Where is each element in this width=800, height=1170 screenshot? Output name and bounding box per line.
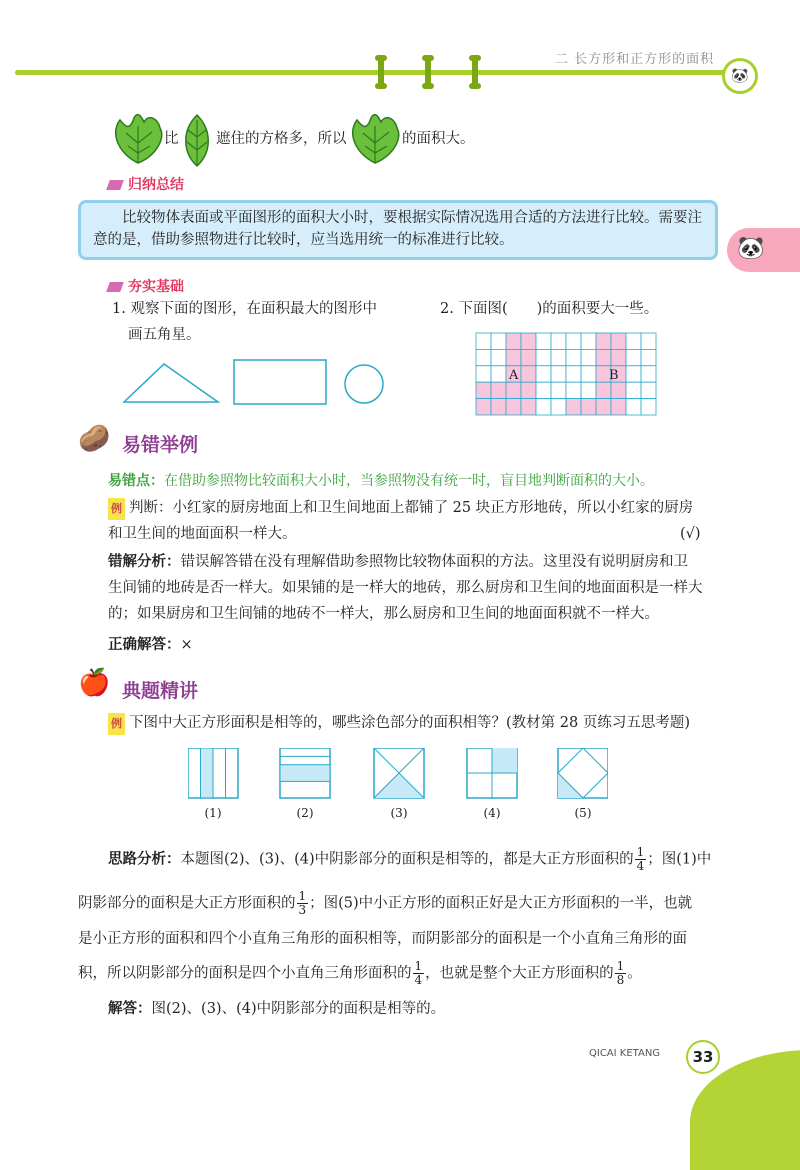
chapter-title: 二 长方形和正方形的面积: [555, 52, 715, 67]
grid-cell: [521, 349, 536, 365]
grid-cell: [581, 382, 596, 398]
grid-cell: [476, 349, 491, 365]
grid-cell: [581, 399, 596, 415]
figure-4: [467, 748, 517, 798]
fraction-one-eighth: $\frac{1}{8}$: [616, 959, 625, 987]
mistakes-heading: 易错举例: [122, 434, 199, 456]
rectangle-shape: [234, 360, 326, 404]
grid-cell: [641, 349, 656, 365]
grid-cell: [611, 333, 626, 349]
grid-cell: [641, 333, 656, 349]
summary-text: 比较物体表面或平面图形的面积大小时，要根据实际情况选用合适的方法进行比较。需要注意的是，借助参照物进行比较时，应当选用统一的标准进行比较。: [93, 210, 702, 248]
figure-5: [558, 748, 608, 798]
grid-cell: [506, 382, 521, 398]
grid-cell: [536, 349, 551, 365]
circle-shape: [345, 365, 383, 403]
fraction-one-third: $\frac{1}{3}$: [298, 889, 307, 917]
figure-2: [280, 748, 330, 798]
grid-cell: [506, 349, 521, 365]
judge-mark: (√): [680, 526, 701, 542]
grid-cell: [641, 382, 656, 398]
grid-cell: [611, 382, 626, 398]
grid-cell: [506, 333, 521, 349]
intro-text-1: 比: [164, 131, 179, 147]
grid-cell: [491, 333, 506, 349]
grid-cell: [626, 366, 641, 382]
grid-cell: [491, 399, 506, 415]
grid-cell: [566, 399, 581, 415]
summary-box: [78, 200, 718, 260]
figure-label: (1): [204, 806, 222, 820]
analysis-line-2: 生间铺的地砖是否一样大。如果铺的是一样大的地砖，那么厨房和卫生间的地面面积是一样大: [108, 580, 703, 596]
grid-cell: [491, 366, 506, 382]
grid-cell: [626, 333, 641, 349]
leaf-icon: [178, 112, 216, 168]
question-2: 2. 下面图( )的面积要大一些。: [440, 301, 659, 317]
grid-cell: [521, 382, 536, 398]
summary-heading: 归纳总结: [108, 174, 184, 194]
grid-cell: [536, 366, 551, 382]
binder-pin: [472, 55, 478, 89]
question-1: 1. 观察下面的图形，在面积最大的图形中: [112, 301, 377, 317]
footer-brand: QICAI KETANG: [589, 1048, 661, 1059]
mascot-icon: 🍎: [78, 668, 111, 698]
analysis-para-2: 阴影部分的面积是大正方形面积的 $\frac{1}{3}$ ；图(5)中小正方形的面积正好是大正方形面积的一半，也就: [78, 889, 693, 917]
example-tag: 例: [108, 498, 125, 520]
grid-cell: [626, 382, 641, 398]
binder-pin: [378, 55, 384, 89]
intro-text-3: 的面积大。: [402, 131, 475, 147]
typical-answer: 解答：图(2)、(3)、(4)中阴影部分的面积是相等的。: [108, 1001, 446, 1017]
grid-cell: [491, 349, 506, 365]
analysis-para-1: 思路分析：本题图(2)、(3)、(4)中阴影部分的面积是相等的，都是大正方形面积的 $\frac{1}{4}$ ；图(1)中: [108, 845, 712, 873]
grid-cell: [611, 399, 626, 415]
grid-cell: [581, 349, 596, 365]
judge-line-1: 例 判断：小红家的厨房地面上和卫生间地面上都铺了 25 块正方形地砖，所以小红家的厨房: [108, 497, 693, 520]
typical-heading: 典题精讲: [122, 680, 199, 702]
intro-text-2: 遮住的方格多，所以: [216, 131, 347, 147]
fraction-one-quarter: $\frac{1}{4}$: [636, 845, 645, 873]
square-figures: [188, 748, 608, 800]
correct-answer: 正确解答：×: [108, 637, 193, 653]
grid-cell: [491, 382, 506, 398]
grid-cell: [551, 333, 566, 349]
grid-cell: [566, 349, 581, 365]
grid-cell: [626, 349, 641, 365]
tag-icon: [106, 180, 124, 190]
leaf-icon: [345, 108, 405, 168]
grid-cell: [566, 366, 581, 382]
grid-cell: [596, 349, 611, 365]
triangle-shape: [124, 364, 218, 402]
grid-cell: [641, 399, 656, 415]
grid-label-b: B: [609, 368, 619, 383]
comparison-grid: [475, 332, 660, 417]
grid-cell: [596, 333, 611, 349]
figure-label: (3): [390, 806, 408, 820]
side-tab: [727, 228, 800, 272]
grid-cell: [506, 399, 521, 415]
fraction-one-quarter: $\frac{1}{4}$: [414, 959, 423, 987]
analysis-line-1: 错解分析：错误解答错在没有理解借助参照物比较物体面积的方法。这里没有说明厨房和卫: [108, 554, 688, 570]
example-tag: 例: [108, 713, 125, 735]
grid-cell: [521, 399, 536, 415]
shape-set: [120, 358, 390, 412]
grid-cell: [641, 366, 656, 382]
analysis-para-3: 是小正方形的面积和四个小直角三角形的面积相等，而阴影部分的面积是一个小直角三角形的面: [78, 931, 687, 947]
question-1-cont: 画五角星。: [128, 327, 201, 343]
figure-label: (5): [574, 806, 592, 820]
grid-cell: [551, 366, 566, 382]
grid-cell: [581, 366, 596, 382]
grid-cell: [476, 399, 491, 415]
figure-1: [188, 748, 238, 798]
grid-cell: [476, 333, 491, 349]
grid-cell: [551, 382, 566, 398]
grid-cell: [566, 382, 581, 398]
binder-pin: [425, 55, 431, 89]
grid-cell: [581, 333, 596, 349]
leaf-icon: [108, 108, 168, 168]
tag-icon: [106, 282, 124, 292]
grid-cell: [536, 333, 551, 349]
typical-question: 例 下图中大正方形面积是相等的，哪些涂色部分的面积相等？(教材第 28 页练习五思考题): [108, 712, 690, 735]
panda-icon: 🐼: [737, 236, 765, 261]
mistake-point: 易错点：在借助参照物比较面积大小时，当参照物没有统一时，盲目地判断面积的大小。: [108, 473, 654, 489]
grid-cell: [476, 382, 491, 398]
figure-3: [374, 748, 424, 798]
page-number: 33: [686, 1040, 720, 1074]
grid-cell: [566, 333, 581, 349]
grid-cell: [596, 399, 611, 415]
grid-cell: [536, 399, 551, 415]
judge-line-2: 和卫生间的地面面积一样大。: [108, 526, 297, 542]
grid-label-a: A: [509, 368, 519, 383]
grid-cell: [551, 399, 566, 415]
panda-icon: 🐼: [722, 58, 758, 94]
mascot-icon: 🥔: [78, 424, 111, 454]
grid-cell: [521, 333, 536, 349]
grid-cell: [521, 366, 536, 382]
analysis-line-3: 的；如果厨房和卫生间铺的地砖不一样大，那么厨房和卫生间的地面面积就不一样大。: [108, 606, 659, 622]
grid-cell: [536, 382, 551, 398]
grid-cell: [596, 382, 611, 398]
grid-cell: [551, 349, 566, 365]
grid-cell: [611, 349, 626, 365]
figure-label: (4): [483, 806, 501, 820]
analysis-para-4: 积，所以阴影部分的面积是四个小直角三角形面积的 $\frac{1}{4}$ ，也就是整个大正方形面积的 $\frac{1}{8}$ 。: [78, 959, 642, 987]
basics-heading: 夯实基础: [108, 276, 184, 296]
grid-cell: [476, 366, 491, 382]
figure-label: (2): [296, 806, 314, 820]
grid-cell: [626, 399, 641, 415]
